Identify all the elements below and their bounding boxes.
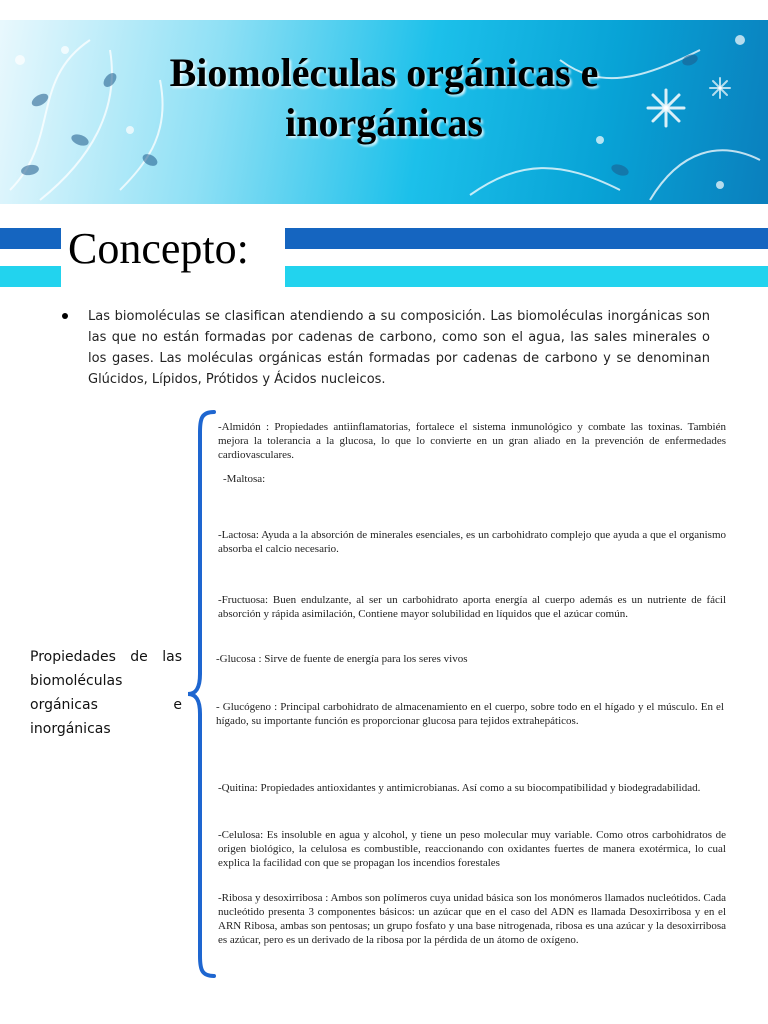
header-banner (0, 20, 768, 204)
entry-fructuosa: -Fructuosa: Buen endulzante, al ser un carbohidrato aporta energía al cuerpo además es un nutriente de fácil absorción y rápida asimilación, Contiene mayor solubilidad en líquidos que el azúcar común. (218, 594, 726, 620)
entry-glucogeno: - Glucógeno : Principal carbohidrato de almacenamiento en el cuerpo, sobre todo en el hígado y el músculo. En el hígado, su importante función es proporcionar glucosa para tejidos extrahepáticos. (216, 701, 724, 727)
page-title-line1: Biomoléculas orgánicas e (169, 50, 599, 95)
left-cyan-bar (0, 266, 61, 287)
concept-bullet (62, 306, 710, 390)
page-title-line2: inorgánicas (285, 100, 483, 145)
entry-ribosa: -Ribosa y desoxirribosa : Ambos son polímeros cuya unidad básica son los monómeros llamados nucleótidos. Cada nucleótido presenta 3 componentes básicos: un azúcar que en el caso del ADN es llamada Desoxirribosa y en el ARN Ribosa, ambas son pentosas; un grupo fosfato y una base nitrogenada, ribosa es una azúcar y la desoxirribosa es azúcar, pero es un derivado de la ribosa por la pérdida de un átomo de oxígeno. (218, 892, 726, 946)
concept-text: Las biomoléculas se clasifican atendiendo a su composición. Las biomoléculas inorgánicas son las que no están formadas por cadenas de carbono, como son el agua, las sales minerales o los gases. Las moléculas orgánicas están formadas por cadenas de carbono y se denominan Glúcidos, Lípidos, Prótidos y Ácidos nucleicos. (88, 309, 710, 387)
properties-label: Propiedades de las biomoléculas orgánicas e inorgánicas (30, 649, 182, 737)
right-cyan-bar (285, 266, 768, 287)
curly-brace-icon (184, 408, 220, 980)
concept-heading: Concepto: (68, 224, 249, 273)
entry-quitina: -Quitina: Propiedades antioxidantes y antimicrobianas. Así como a su biocompatibilidad y biodegradabilidad. (218, 782, 701, 794)
page-title (0, 48, 768, 148)
entry-maltosa: -Maltosa: (223, 473, 266, 485)
top-margin (0, 0, 768, 20)
left-dark-bar (0, 228, 61, 249)
bullet-icon (62, 313, 68, 319)
right-dark-bar (285, 228, 768, 249)
entry-lactosa: -Lactosa: Ayuda a la absorción de minerales esenciales, es un carbohidrato complejo que ayuda a que el organismo absorba el calcio necesario. (218, 529, 726, 555)
entry-almidon: -Almidón : Propiedades antiinflamatorias, fortalece el sistema inmunológico y combate las toxinas. También mejora la tolerancia a la glucosa, lo que lo convierte en un gran aliado en la prevención de enfermedades cardiovasculares. (218, 421, 726, 461)
entry-celulosa: -Celulosa: Es insoluble en agua y alcohol, y tiene un peso molecular muy variable. Como otros carbohidratos de origen biológico, la celulosa es combustible, reaccionando con oxidantes fuertes de manera exotérmica, lo cual explica la facilidad con que se propagan los incendios forestales (218, 829, 726, 869)
entry-glucosa: -Glucosa : Sirve de fuente de energía para los seres vivos (216, 653, 468, 665)
